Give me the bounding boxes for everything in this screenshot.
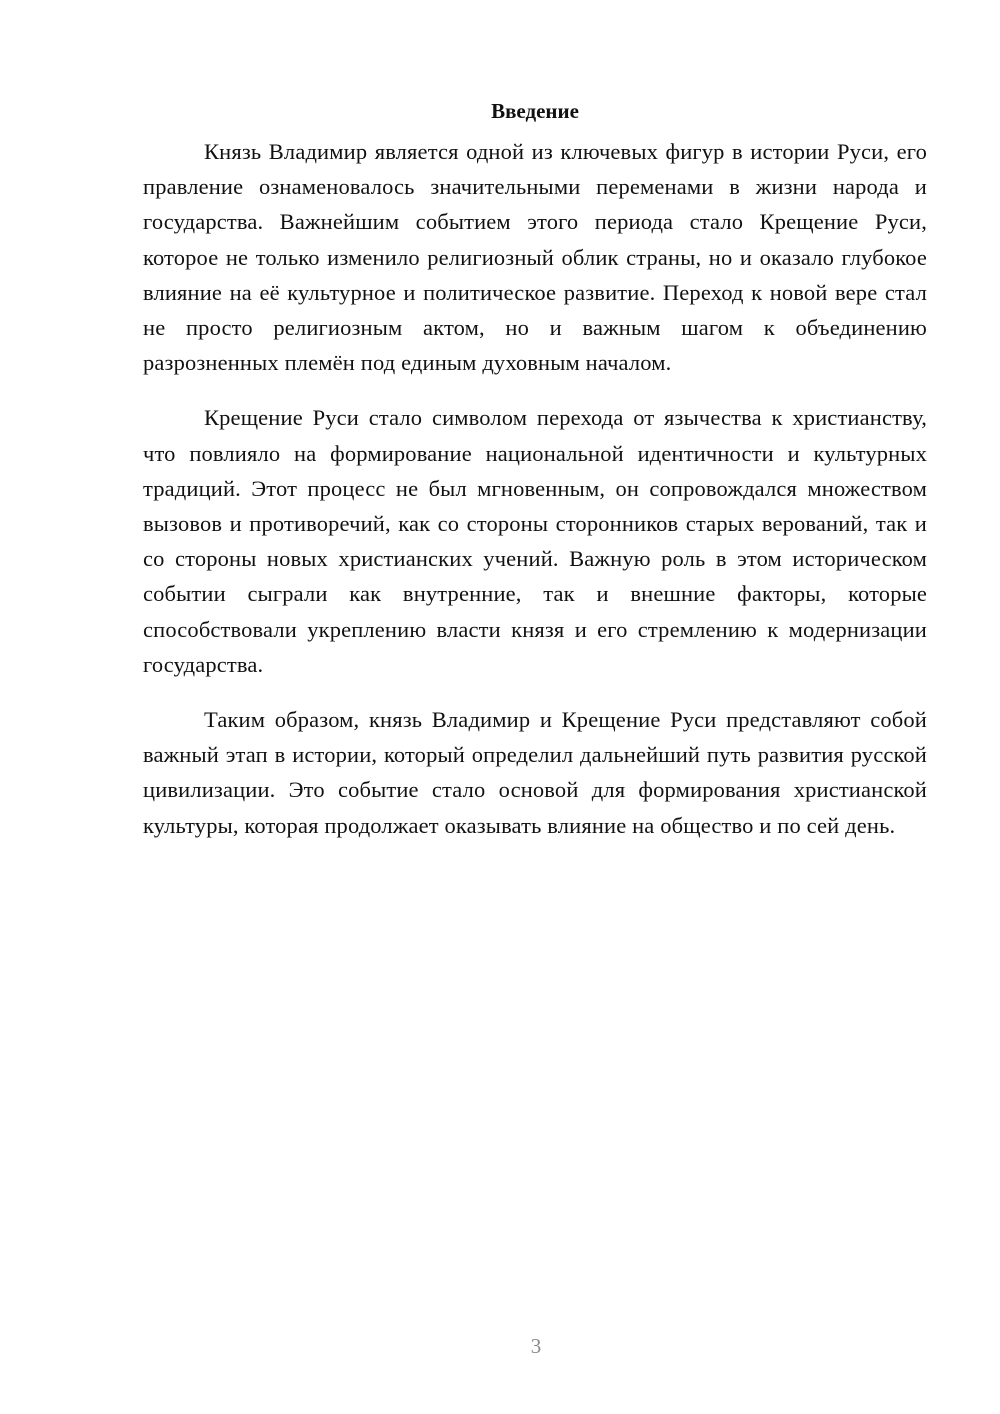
section-heading: Введение: [491, 99, 579, 123]
page-body: [143, 94, 927, 863]
paragraph-1: Князь Владимир является одной из ключевых фигур в истории Руси, его правление ознаменовалось значительными переменами в жизни народа и государства. Важнейшим событием этого периода стало Крещение Руси, которое не только изменило религиозный облик страны, но и оказало глубокое влияние на её культурное и политическое развитие. Переход к новой вере стал не просто религиозным актом, но и важным шагом к объединению разрозненных племён под единым духовным началом.: [143, 139, 927, 376]
paragraph-3: Таким образом, князь Владимир и Крещение Руси представляют собой важный этап в истории, который определил дальнейший путь развития русской цивилизации. Это событие стало основой для формирования христианской культуры, которая продолжает оказывать влияние на общество и по сей день.: [143, 707, 927, 838]
paragraph-2: Крещение Руси стало символом перехода от язычества к христианству, что повлияло на формирование национальной идентичности и культурных традиций. Этот процесс не был мгновенным, он сопровождался множеством вызовов и противоречий, как со стороны сторонников старых верований, так и со стороны новых христианских учений. Важную роль в этом историческом событии сыграли как внутренние, так и внешние факторы, которые способствовали укреплению власти князя и его стремлению к модернизации государства.: [143, 405, 927, 677]
page-number: 3: [530, 1334, 542, 1358]
